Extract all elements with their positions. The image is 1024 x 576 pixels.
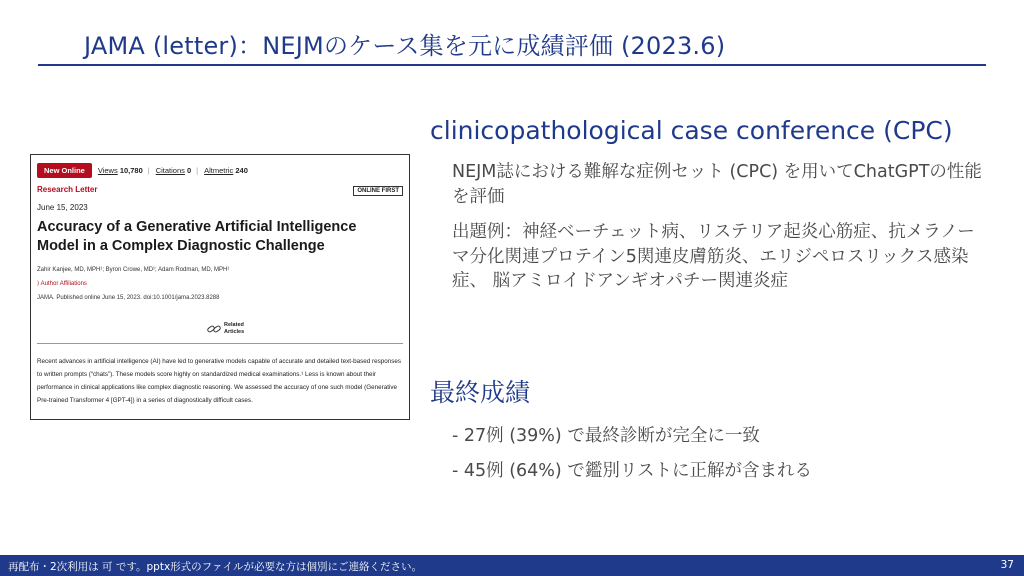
- result-item: - 45例 (64%) で鑑別リストに正解が含まれる: [452, 461, 812, 481]
- article-type: Research Letter: [37, 185, 98, 194]
- article-divider: [37, 343, 403, 344]
- online-first-tag: ONLINE FIRST: [353, 186, 403, 196]
- article-abstract: Recent advances in artificial intelligence (AI) have led to generative models capable of accurate and detailed text-based responses to written prompts (“chats”). These models score highly on standardized medical examinations.¹ Less is known about their performance in clinical applications like complex diagnostic reasoning. We assessed the accuracy of one such model (Generative Pre-trained Transformer 4 [GPT-4]) in a series of diagnostically difficult cases.: [37, 358, 402, 404]
- related-articles-label: Related Articles: [224, 322, 245, 335]
- result-item: - 27例 (39%) で最終診断が完全に一致: [452, 426, 760, 446]
- article-date: June 15, 2023: [37, 203, 88, 212]
- new-online-badge: New Online: [37, 163, 92, 178]
- article-authors[interactable]: Zahir Kanjee, MD, MPH¹; Byron Crowe, MD¹; Adam Rodman, MD, MPH¹: [37, 267, 230, 273]
- cpc-heading: clinicopathological case conference (CPC): [430, 116, 953, 145]
- slide-title: JAMA (letter)：NEJMのケース集を元に成績評価 (2023.6): [84, 32, 726, 60]
- link-icon: [207, 324, 221, 334]
- page-number: 37: [1000, 559, 1014, 571]
- footer-bar: [0, 555, 1024, 576]
- article-citation: JAMA. Published online June 15, 2023. doi:10.1001/jama.2023.8288: [37, 295, 220, 301]
- metric-separator: |: [147, 165, 150, 175]
- metric-separator: |: [196, 165, 199, 175]
- related-articles-link[interactable]: [207, 322, 244, 336]
- article-metrics-bar: [37, 161, 248, 179]
- views-metric[interactable]: Views 10,780: [97, 165, 143, 175]
- footer-note: 再配布・2次利用は 可 です。pptx形式のファイルが必要な方は個別にご連絡ください。: [8, 561, 422, 573]
- author-affiliations-link[interactable]: ⟩ Author Affiliations: [37, 281, 87, 287]
- cpc-example-cases: 出題例：神経ベーチェット病、リステリア起炎心筋症、抗メラノーマ分化関連プロテイン5関連皮膚筋炎、エリジペロスリックス感染症、 脳アミロイドアンギオパチー関連炎症: [452, 222, 975, 291]
- article-headline: Accuracy of a Generative Artificial Intelligence Model in a Complex Diagnostic Challenge: [37, 219, 357, 254]
- article-screenshot: [30, 154, 410, 420]
- results-heading: 最終成績: [430, 378, 531, 407]
- citations-metric[interactable]: Citations 0: [155, 165, 192, 175]
- cpc-description: NEJM誌における難解な症例セット (CPC) を用いてChatGPTの性能を評価: [452, 162, 982, 207]
- altmetric-metric[interactable]: Altmetric 240: [204, 165, 248, 175]
- title-divider: [38, 64, 986, 66]
